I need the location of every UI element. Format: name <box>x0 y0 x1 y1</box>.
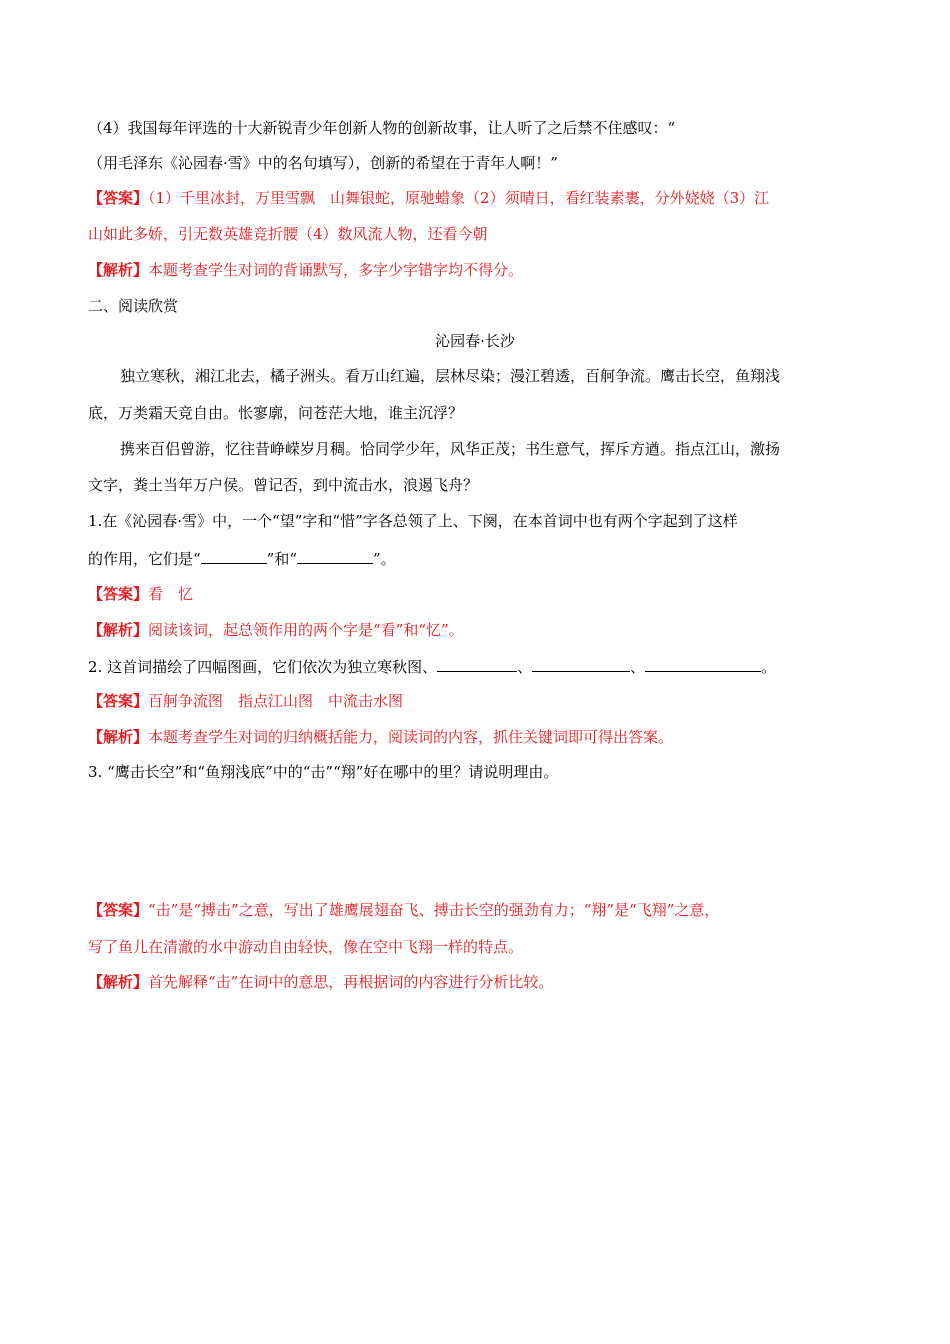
section-heading: 二、阅读欣赏 <box>88 297 179 315</box>
question-2 <box>88 656 776 677</box>
answer-text: 看 忆 <box>148 585 194 603</box>
poem-p2-line-2: 文字，粪土当年万户侯。曾记否，到中流击水，浪遏飞舟？ <box>88 476 479 494</box>
answer-q3-line-2: 写了鱼儿在清澈的水中游动自由轻快，像在空中飞翔一样的特点。 <box>88 938 524 956</box>
answer-text: “击”是“搏击”之意，写出了雄鹰展翅奋飞、搏击长空的强劲有力；“翔”是“飞翔”之意， <box>148 901 720 919</box>
analysis-text: 本题考查学生对词的归纳概括能力，阅读词的内容，抓住关键词即可得出答案。 <box>148 728 674 746</box>
analysis-tag: 【解析】 <box>88 261 149 279</box>
question-2-end: 。 <box>761 658 777 676</box>
answer-blank[interactable] <box>297 548 373 564</box>
analysis-q1 <box>88 620 464 640</box>
answer-blank[interactable] <box>437 656 517 672</box>
separator: 、 <box>517 658 533 676</box>
question-1-text-a: 的作用，它们是“ <box>88 550 201 568</box>
poem-p2-line-1: 携来百侣曾游，忆往昔峥嵘岁月稠。恰同学少年，风华正茂；书生意气，挥斥方遒。指点江山，激扬 <box>120 440 781 458</box>
answer-blank[interactable] <box>532 656 630 672</box>
question-2-text: 2. 这首词描绘了四幅图画，它们依次为独立寒秋图、 <box>88 658 438 676</box>
analysis-text: 首先解释“击”在词中的意思，再根据词的内容进行分析比较。 <box>148 973 554 991</box>
answer-blank[interactable] <box>645 656 761 672</box>
question-3: 3. “鹰击长空”和“鱼翔浅底”中的“击”“翔”好在哪中的里？请说明理由。 <box>88 763 559 781</box>
q4-line-2: （用毛泽东《沁园春·雪》中的名句填写），创新的希望在于青年人啊！” <box>88 154 558 172</box>
answer-tag: 【答案】 <box>88 189 149 207</box>
answer-1-line-1 <box>88 188 769 208</box>
poem-p1-line-2: 底，万类霜天竞自由。怅寥廓，问苍茫大地，谁主沉浮？ <box>88 404 464 422</box>
answer-tag: 【答案】 <box>88 901 149 919</box>
q4-line-1: （4）我国每年评选的十大新锐青少年创新人物的创新故事，让人听了之后禁不住感叹：“ <box>88 119 676 137</box>
question-1-text-c: ”。 <box>373 550 396 568</box>
analysis-text: 本题考查学生对词的背诵默写，多字少字错字均不得分。 <box>148 261 524 279</box>
poem-p1-line-1: 独立寒秋，湘江北去，橘子洲头。看万山红遍，层林尽染；漫江碧透，百舸争流。鹰击长空，鱼翔浅 <box>120 367 781 385</box>
analysis-q3 <box>88 972 553 992</box>
answer-tag: 【答案】 <box>88 585 149 603</box>
answer-1-line-2: 山如此多娇，引无数英雄竞折腰（4）数风流人物，还看今朝 <box>88 225 488 243</box>
answer-text: 百舸争流图 指点江山图 中流击水图 <box>148 692 404 710</box>
answer-q3-line-1 <box>88 900 719 920</box>
answer-q2 <box>88 691 403 711</box>
analysis-tag: 【解析】 <box>88 973 149 991</box>
analysis-q2 <box>88 727 673 747</box>
analysis-text: 阅读该词，起总领作用的两个字是“看”和“忆”。 <box>148 621 464 639</box>
answer-tag: 【答案】 <box>88 692 149 710</box>
answer-q1 <box>88 584 193 604</box>
question-1-text-b: ”和“ <box>266 550 298 568</box>
analysis-tag: 【解析】 <box>88 621 149 639</box>
separator: 、 <box>630 658 646 676</box>
answer-blank[interactable] <box>201 548 267 564</box>
question-1-line-2 <box>88 548 396 569</box>
answer-text: （1）千里冰封，万里雪飘 山舞银蛇，原驰蜡象（2）须晴日，看红装素裹，分外娆娆（3）江 <box>148 189 770 207</box>
analysis-tag: 【解析】 <box>88 728 149 746</box>
poem-title: 沁园春·长沙 <box>435 332 515 350</box>
analysis-1 <box>88 260 523 280</box>
question-1-line-1: 1.在《沁园春·雪》中，一个“望”字和“惜”字各总领了上、下阕，在本首词中也有两个字起到了这样 <box>88 512 738 530</box>
